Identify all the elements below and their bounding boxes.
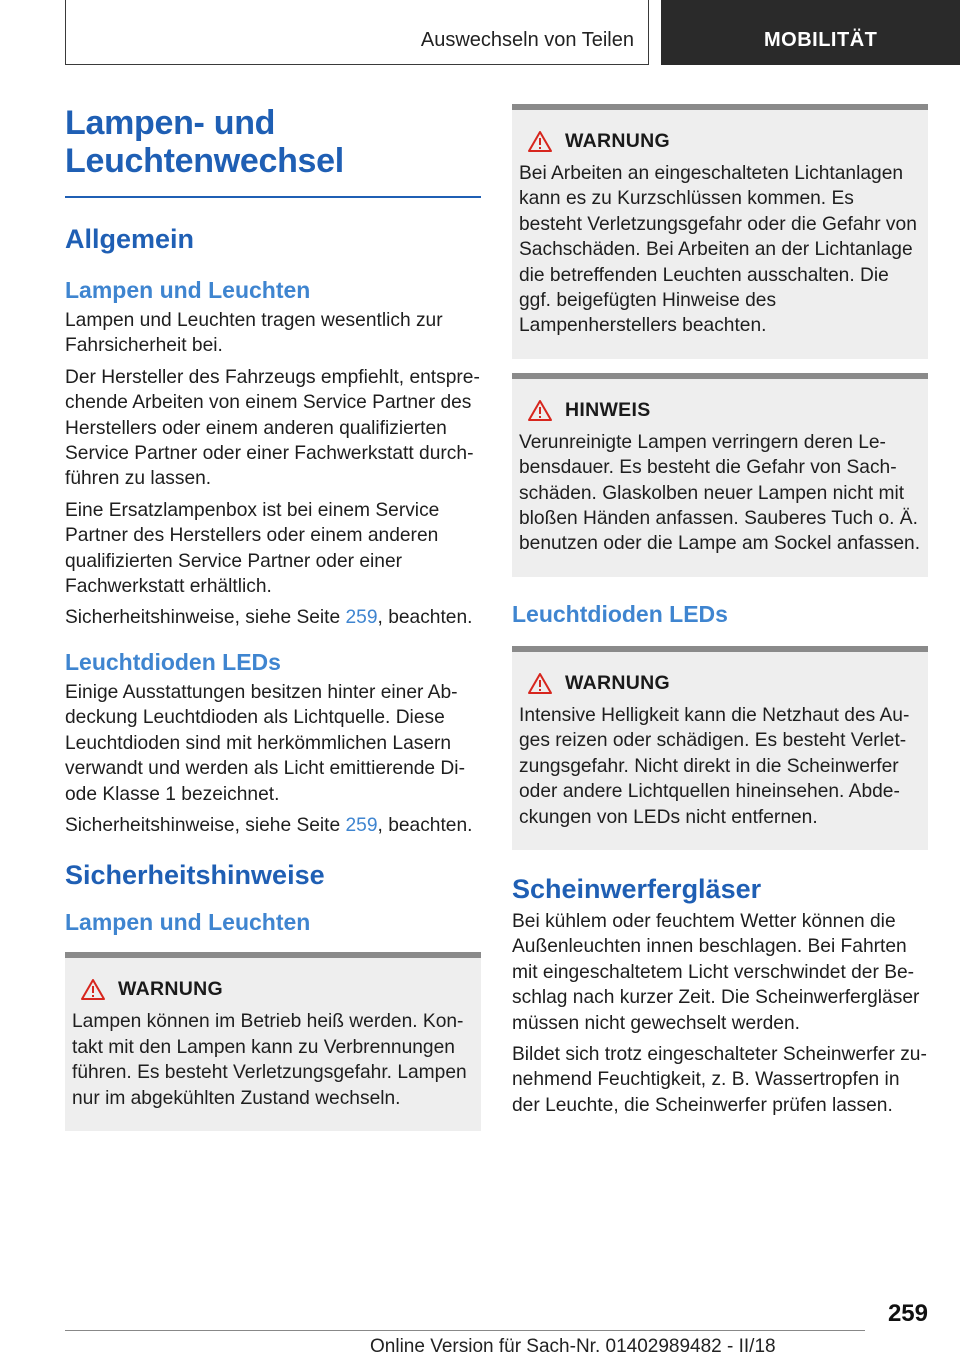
notice-box-header — [527, 399, 922, 422]
page-link[interactable]: 259 — [345, 607, 378, 629]
heading-leuchtdioden-right: Leuchtdioden LEDs — [512, 600, 728, 627]
right-column — [512, 104, 928, 1118]
paragraph-text: Sicherheitshinweise, siehe Seite — [65, 607, 346, 629]
paragraph: Bildet sich trotz eingeschalteter Scheinwerfer zunehmend Feuchtigkeit, z. B. Wassertropfen in der Leuchte, die Scheinwerfer prüfen lassen. — [512, 1043, 927, 1116]
heading-allgemein: Allgemein — [65, 224, 195, 254]
paragraph: Lampen und Leuchten tragen wesentlich zur Fahrsicherheit bei. — [65, 310, 443, 357]
warning-box-header — [527, 672, 922, 695]
paragraph: Der Hersteller des Fahrzeugs empfiehlt, entsprechende Arbeiten von einem Service Partner des Herstellers oder einem anderen qualifizierten Service Partner oder einer Fachwerkstatt durchführen zu lassen. — [65, 366, 480, 490]
heading-leuchtdioden: Leuchtdioden LEDs — [65, 648, 281, 675]
warning-box-title: WARNUNG — [118, 978, 224, 1001]
header-chapter-tab — [661, 0, 960, 65]
warning-box-title: WARNUNG — [565, 130, 671, 152]
paragraph: Bei kühlem oder feuchtem Wetter können die Außenleuchten innen beschlagen. Bei Fahrten mit eingeschaltetem Licht verschwindet der Beschlag nach kurzer Zeit. Die Scheinwerfergläser müssen nicht gewechselt werden. — [512, 910, 920, 1034]
heading-lampen-und-leuchten: Lampen und Leuchten — [65, 277, 311, 303]
paragraph: Einige Ausstattungen besitzen hinter einer Abdeckung Leuchtdioden als Lichtquelle. Diese Leuchtdioden sind mit herkömmlichen Lasern verwandt und werden als Licht emittierende Diode Klasse 1 bezeichnet. — [65, 681, 465, 805]
title-divider — [65, 196, 481, 198]
notice-box-text: Verunreinigte Lampen verringern deren Lebensdauer. Es besteht die Gefahr von Sachschäden. Glaskolben neuer Lampen nicht mit bloßen Händen anfassen. Sauberes Tuch o. Ä. benutzen oder die Lampe am Sockel anfassen. — [519, 431, 921, 555]
header-section-tab — [65, 0, 649, 65]
page-title — [65, 104, 481, 180]
warning-triangle-icon — [80, 978, 106, 1001]
warning-box-header — [527, 130, 922, 153]
heading-scheinwerferglaeser: Scheinwerfergläser — [512, 873, 762, 904]
paragraph — [65, 813, 481, 838]
header-chapter-title: MOBILITÄT — [764, 29, 878, 51]
paragraph: Eine Ersatzlampenbox ist bei einem Service Partner des Herstellers oder einem anderen qualifizierten Service Partner oder einer Fachwerkstatt erhältlich. — [65, 499, 440, 598]
warning-box — [65, 952, 481, 1131]
page-number: 259 — [887, 1300, 928, 1327]
warning-triangle-icon — [527, 399, 553, 422]
warning-triangle-icon — [527, 130, 553, 153]
warning-box-header — [80, 978, 475, 1001]
warning-box-text: Bei Arbeiten an eingeschalteten Lichtanlagen kann es zu Kurzschlüssen kommen. Es besteht Verletzungsgefahr oder die Gefahr von Sachschäden. Bei Arbeiten an der Lichtanlage die betreffenden Leuchten ausschalten. Die ggf. beigefügten Hinweise des Lampenherstellers beachten. — [519, 163, 917, 337]
footer-divider — [65, 1330, 865, 1331]
warning-box — [512, 646, 928, 850]
warning-triangle-icon — [527, 672, 553, 695]
warning-box-text: Intensive Helligkeit kann die Netzhaut des Auges reizen oder schädigen. Es besteht Verletzungsgefahr. Nicht direkt in die Scheinwerfer oder andere Lichtquellen hineinsehen. Abdeckungen von LEDs nicht entfernen. — [519, 704, 910, 828]
header-section-title: Auswechseln von Teilen — [420, 29, 634, 51]
notice-box — [512, 373, 928, 577]
paragraph-text: , beachten. — [377, 814, 473, 836]
notice-box-title: HINWEIS — [565, 398, 651, 421]
warning-box-title: WARNUNG — [565, 671, 671, 694]
warning-box — [512, 104, 928, 359]
footer-online-version: Online Version für Sach-Nr. 01402989482 - II/18 — [370, 1336, 776, 1357]
heading-sicherheitshinweise: Sicherheitshinweise — [65, 860, 325, 891]
paragraph — [65, 605, 481, 630]
page-link[interactable]: 259 — [345, 814, 378, 836]
left-column — [65, 104, 481, 1131]
page-title-line1: Lampen- und — [65, 104, 276, 142]
paragraph-text: , beachten. — [377, 607, 473, 629]
paragraph-text: Sicherheitshinweise, siehe Seite — [65, 814, 346, 836]
warning-box-text: Lampen können im Betrieb heiß werden. Kontakt mit den Lampen kann zu Verbrennungen führen. Es besteht Verletzungsgefahr. Lampen nur im abgekühlten Zustand wechseln. — [72, 1011, 467, 1109]
heading-lampen-und-leuchten-safety: Lampen und Leuchten — [65, 909, 311, 936]
page-title-line2: Leuchtenwechsel — [65, 142, 344, 180]
